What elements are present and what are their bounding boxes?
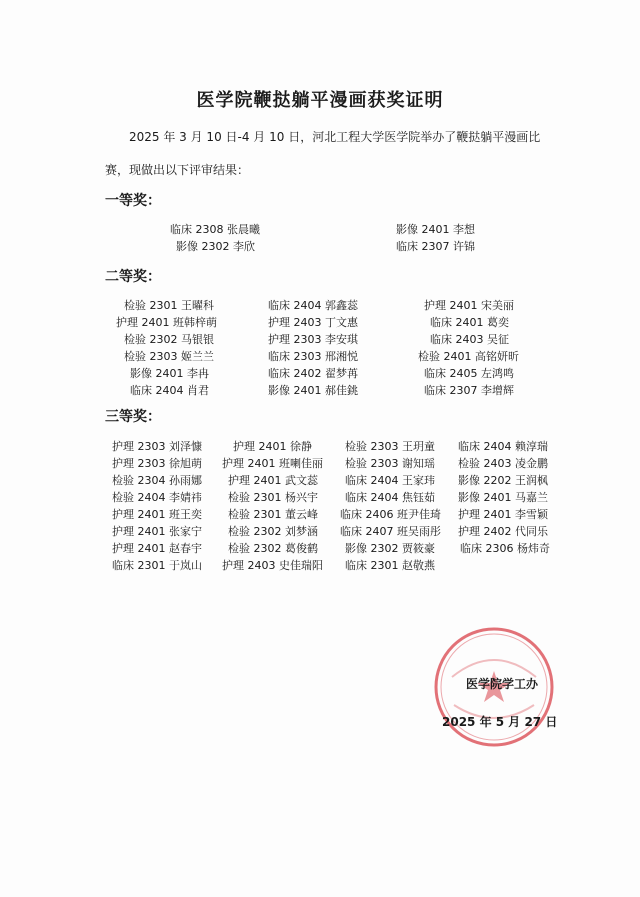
third-prize-entry: 护理 2403 史佳瑞阳 bbox=[222, 559, 323, 572]
third-prize-entry: 护理 2401 徐静 bbox=[233, 440, 312, 453]
third-prize-entry: 检验 2301 杨兴宇 bbox=[228, 491, 318, 504]
third-prize-heading: 三等奖： bbox=[105, 409, 161, 425]
first-prize-entry: 临床 2308 张晨曦 bbox=[170, 223, 260, 236]
third-prize-entry: 影像 2302 贾筱豪 bbox=[345, 542, 435, 555]
third-prize-entry: 影像 2401 马嘉兰 bbox=[458, 491, 548, 504]
third-prize-entry: 临床 2301 于岚山 bbox=[112, 559, 202, 572]
second-prize-entry: 影像 2401 郝佳銚 bbox=[268, 384, 358, 397]
third-prize-entry: 临床 2404 王家玮 bbox=[345, 474, 435, 487]
third-prize-entry: 检验 2301 董云峰 bbox=[228, 508, 318, 521]
intro-line-1: 2025 年 3 月 10 日-4 月 10 日，河北工程大学医学院举办了鞭挞躺平漫画比 bbox=[129, 130, 541, 144]
second-prize-entry: 临床 2303 邢湘悦 bbox=[268, 350, 358, 363]
second-prize-entry: 临床 2405 左鸿鸣 bbox=[424, 367, 514, 380]
first-prize-entry: 影像 2401 李想 bbox=[396, 223, 475, 236]
third-prize-entry: 护理 2401 班喇佳丽 bbox=[222, 457, 323, 470]
intro-line-2: 赛，现做出以下评审结果： bbox=[105, 163, 250, 177]
first-prize-entry: 影像 2302 李欣 bbox=[176, 240, 255, 253]
second-prize-entry: 影像 2401 李冉 bbox=[130, 367, 209, 380]
third-prize-entry: 检验 2404 李婧祎 bbox=[112, 491, 202, 504]
second-prize-entry: 检验 2302 马银银 bbox=[124, 333, 214, 346]
third-prize-entry: 检验 2302 刘梦涵 bbox=[228, 525, 318, 538]
first-prize-entry: 临床 2307 许锦 bbox=[396, 240, 475, 253]
third-prize-entry: 护理 2401 赵春宇 bbox=[112, 542, 202, 555]
third-prize-entry: 护理 2401 武文蕊 bbox=[228, 474, 318, 487]
third-prize-entry: 护理 2401 班王奕 bbox=[112, 508, 202, 521]
third-prize-entry: 护理 2401 张家宁 bbox=[112, 525, 202, 538]
second-prize-entry: 检验 2301 王曜科 bbox=[124, 299, 214, 312]
third-prize-entry: 检验 2302 葛俊鹤 bbox=[228, 542, 318, 555]
second-prize-heading: 二等奖： bbox=[105, 269, 161, 285]
third-prize-entry: 检验 2304 孙雨娜 bbox=[112, 474, 202, 487]
second-prize-entry: 临床 2307 李增辉 bbox=[424, 384, 514, 397]
third-prize-entry: 护理 2401 李雪颖 bbox=[458, 508, 548, 521]
third-prize-entry: 检验 2303 王玥童 bbox=[345, 440, 435, 453]
second-prize-entry: 临床 2402 翟梦苒 bbox=[268, 367, 358, 380]
second-prize-entry: 护理 2401 宋美丽 bbox=[424, 299, 514, 312]
third-prize-entry: 临床 2404 赖淳瑞 bbox=[458, 440, 548, 453]
issue-date: 2025 年 5 月 27 日 bbox=[442, 715, 558, 729]
third-prize-entry: 护理 2303 刘泽慷 bbox=[112, 440, 202, 453]
second-prize-entry: 临床 2401 葛奕 bbox=[430, 316, 509, 329]
third-prize-entry: 临床 2407 班吴雨彤 bbox=[340, 525, 441, 538]
second-prize-entry: 临床 2403 吴征 bbox=[430, 333, 509, 346]
third-prize-entry: 护理 2303 徐旭萌 bbox=[112, 457, 202, 470]
first-prize-heading: 一等奖： bbox=[105, 193, 161, 209]
issuer-name: 医学院学工办 bbox=[466, 677, 539, 691]
third-prize-entry: 影像 2202 王润枫 bbox=[458, 474, 548, 487]
third-prize-entry: 检验 2303 谢知瑶 bbox=[345, 457, 435, 470]
second-prize-entry: 临床 2404 郭鑫蕊 bbox=[268, 299, 358, 312]
third-prize-entry: 临床 2406 班尹佳琦 bbox=[340, 508, 441, 521]
second-prize-entry: 检验 2401 高铭妍昕 bbox=[418, 350, 519, 363]
third-prize-entry: 临床 2306 杨炜奇 bbox=[460, 542, 550, 555]
third-prize-entry: 临床 2404 焦钰茹 bbox=[345, 491, 435, 504]
second-prize-entry: 检验 2303 姬兰兰 bbox=[124, 350, 214, 363]
second-prize-entry: 护理 2403 丁文惠 bbox=[268, 316, 358, 329]
second-prize-entry: 护理 2401 班韩梓萌 bbox=[116, 316, 217, 329]
document-title: 医学院鞭挞躺平漫画获奖证明 bbox=[196, 90, 444, 111]
third-prize-entry: 护理 2402 代同乐 bbox=[458, 525, 548, 538]
second-prize-entry: 临床 2404 肖君 bbox=[130, 384, 209, 397]
third-prize-entry: 检验 2403 凌金鹏 bbox=[458, 457, 548, 470]
third-prize-entry: 临床 2301 赵敬燕 bbox=[345, 559, 435, 572]
second-prize-entry: 护理 2303 李安琪 bbox=[268, 333, 358, 346]
